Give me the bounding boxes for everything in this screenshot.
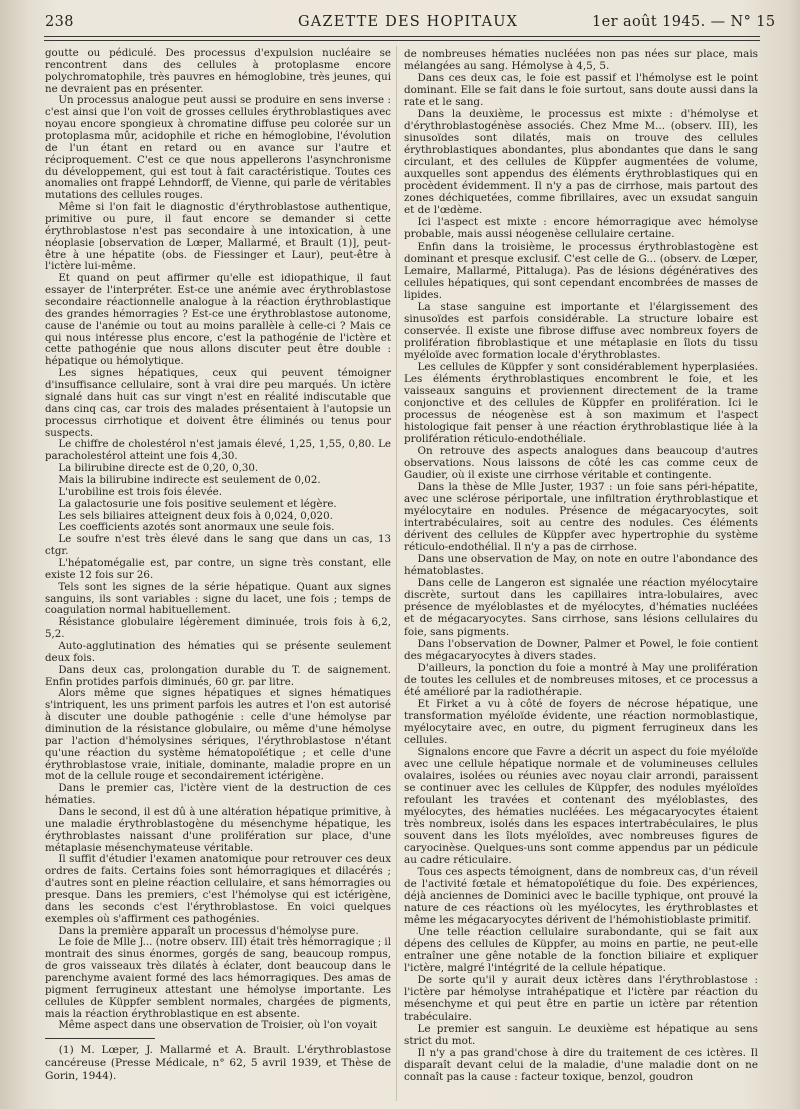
paragraph: Dans la première apparaît un processus d'hémolyse pure. bbox=[58, 924, 359, 937]
paragraph: Dans ces deux cas, le foie est passif et l'hémolyse est le point dominant. Elle se fait dans le foie surtout, sans doute aussi dans la rate et le sang. bbox=[404, 72, 758, 109]
footnote-rule bbox=[45, 1038, 155, 1039]
paragraph: D'ailleurs, la ponction du foie a montré à May une prolifération de toutes les cellules et de nombreuses mitoses, et ce processus a été amélioré par la radiothérapie. bbox=[404, 661, 758, 698]
paragraph: Même aspect dans une observation de Troisier, où l'on voyait bbox=[58, 1019, 378, 1032]
header-rule bbox=[44, 36, 760, 37]
paragraph: goutte ou pédiculé. Des processus d'expulsion nucléaire se rencontrent dans des cellules à protoplasme encore polychromatophile, très pauvres en hémoglobine, très jeunes, qui ne devraient pas en présenter. bbox=[45, 47, 391, 95]
paragraph: Enfin dans la troisième, le processus érythroblastogène est dominant et presque exclusif. C'est celle de G... (observ. de Lœper, Lemaire, Mallarmé, Pittaluga). Pas de lésions dégénératives des cellules hépatiques, qui sont cependant encombrées de masses de lipides. bbox=[404, 240, 758, 301]
paragraph: Tels sont les signes de la série hépatique. Quant aux signes sanguins, ils sont variables : signe du lacet, une fois ; temps de coagulation normal habituellement. bbox=[45, 580, 391, 617]
paragraph: Un processus analogue peut aussi se produire en sens inverse : c'est ainsi que l'on voit de grosses cellules érythroblastiques avec noyau encore spongieux à chromatine diffuse peu colorée sur un protoplasma mûr, acidophile et riche en hémoglobine, l'évolution de l'un étant en retard ou en avance sur l'autre et réciproquement. C'est ce que nous appellerons l'asynchronisme du développement, qui est tout à fait caractéristique. Toutes ces anomalies ont frappé Lehndorff, de Vienne, qui parle de véritables mutations des cellules rouges. bbox=[45, 94, 391, 202]
paragraph: Le soufre n'est très élevé dans le sang que dans un cas, 13 ctgr. bbox=[45, 533, 391, 558]
paragraph: Et Firket a vu à côté de foyers de nécrose hépatique, une transformation myéloïde évidente, une réaction normoblastique, myélocytaire avec, en outre, du pigment ferrugineux dans les cellules. bbox=[404, 697, 758, 746]
paragraph: Ici l'aspect est mixte : encore hémorragique avec hémolyse probable, mais aussi néogenèse cellulaire certaine. bbox=[404, 216, 758, 241]
paragraph: Il suffit d'étudier l'examen anatomique pour retrouver ces deux ordres de faits. Certains foies sont hémorragiques et dilacérés ; d'autres sont en pleine réaction cellulaire, et sans hémorragies ou presque. Dans les premiers, c'est l'hémolyse qui est ictérigène, dans les seconds c'est l'érythroblastose. En voici quelques exemples où s'affirment ces pathogénies. bbox=[45, 853, 391, 925]
column-divider bbox=[396, 46, 397, 1101]
paragraph: Il n'y a pas grand'chose à dire du traitement de ces ictères. Il disparaît devant celui de la maladie, d'une maladie dont on ne connaît pas la cause : facteur toxique, benzol, goudron bbox=[404, 1046, 758, 1083]
paragraph: La stase sanguine est importante et l'élargissement des sinusoïdes est parfois considérable. La structure lobaire est conservée. Il existe une fibrose diffuse avec nombreux foyers de prolifération fibroblastique et une métaplasie en îlots du tissu myéloïde avec formation locale d'érythroblastes. bbox=[404, 300, 758, 361]
paragraph: Les signes hépatiques, ceux qui peuvent témoigner d'insuffisance cellulaire, sont à vrai dire peu marqués. Un ictère signalé dans huit cas sur vingt n'est en réalité indiscutable que dans cinq cas, car trois des malades présentaient à l'autopsie un processus cirrhotique et doivent être éliminés ou tenus pour suspects. bbox=[45, 367, 391, 439]
paragraph: Les coefficients azotés sont anormaux une seule fois. bbox=[58, 521, 335, 534]
paragraph: Le premier est sanguin. Le deuxième est hépatique au sens strict du mot. bbox=[404, 1022, 758, 1047]
paragraph: La bilirubine directe est de 0,20, 0,30. bbox=[58, 462, 259, 475]
paragraph: Les cellules de Küppfer y sont considérablement hyperplasiées. Les éléments érythroblastiques encombrent le foie, et les vaisseaux sanguins et proviennent directement de la trame conjonctive et des cellules de Küppfer en prolifération. Ici le processus de néogenèse est à son maximum et l'aspect histologique fait penser à une réaction érythroblastique liée à la prolifération réticulo-endothéliale. bbox=[404, 360, 758, 445]
paragraph: De sorte qu'il y aurait deux ictères dans l'érythroblastose : l'ictère par hémolyse intrahépatique et l'ictère par réaction du mésenchyme et qui peut être en partie un ictère par rétention trabéculaire. bbox=[404, 974, 758, 1023]
paragraph: Alors même que signes hépatiques et signes hématiques s'intriquent, les uns priment parfois les autres et l'on est autorisé à discuter une double pathogénie : celle d'une hémolyse par diminution de la résistance globulaire, ou même d'une hémolyse par l'action d'hémolysines sériques, l'érythroblastose n'étant qu'une réaction du système hématopoïétique ; et celle d'une érythroblastose vraie, initiale, dominante, maladie propre en un mot de la cellule rouge et secondairement ictérigène. bbox=[45, 687, 391, 783]
paragraph: Dans une observation de May, on note en outre l'abondance des hématoblastes. bbox=[404, 553, 758, 578]
paragraph: On retrouve des aspects analogues dans beaucoup d'autres observations. Nous laissons de côté les cas comme ceux de Gaudier, où il existe une cirrhose véritable et contingente. bbox=[404, 445, 758, 482]
paragraph: Dans la thèse de Mlle Juster, 1937 : un foie sans péri-hépatite, avec une sclérose périportale, une infiltration érythroblastique et myélocytaire en nodules. Présence de mégacaryocytes, soit intertrabéculaires, soit au centre des nodules. Ces éléments dérivent des cellules de Küppfer avec hypertrophie du système réticulo-endothélial. Il n'y a pas de cirrhose. bbox=[404, 481, 758, 554]
paragraph: Le chiffre de cholestérol n'est jamais élevé, 1,25, 1,55, 0,80. Le paracholestérol atteint une fois 4,30. bbox=[45, 438, 391, 463]
paragraph: L'urobiline est trois fois élevée. bbox=[58, 485, 222, 498]
paragraph: La galactosurie une fois positive seulement et légère. bbox=[58, 497, 337, 510]
paragraph: de nombreuses hématies nucléées non pas nées sur place, mais mélangées au sang. Hémolyse à 4,5, 5. bbox=[404, 48, 758, 73]
paragraph: Auto-agglutination des hématies qui se présente seulement deux fois. bbox=[45, 639, 391, 664]
left-column bbox=[45, 48, 391, 1082]
paragraph: Dans la deuxième, le processus est mixte : d'hémolyse et d'érythroblastogénèse associés. Chez Mme M... (observ. III), les sinusoïdes sont dilatés, mais on trouve des cellules érythroblastiques abondantes, plus abondantes que dans le sang circulant, et des cellules de Küppfer augmentées de volume, auxquelles sont appendus des éléments érythroblastiques qui en procèdent évidemment. Il n'y a pas de cirrhose, mais partout des zones déchiquetées, comme fibrillaires, avec un exsudat sanguin et de l'œdème. bbox=[404, 108, 758, 217]
paragraph: Les sels biliaires atteignent deux fois à 0,024, 0,020. bbox=[58, 509, 333, 522]
right-column bbox=[404, 48, 758, 1083]
paragraph: Dans le premier cas, l'ictère vient de la destruction de ces hématies. bbox=[45, 782, 391, 807]
paragraph: Même si l'on fait le diagnostic d'érythroblastose authentique, primitive ou pure, il faut encore se demander si cette érythroblastose n'est pas secondaire à une intoxication, à une néoplasie [observation de Lœper, Mallarmé, et Brault (1)], peut-être à une hépatite (obs. de Fiessinger et Laur), peut-être à l'ictère lui-même. bbox=[45, 201, 391, 273]
paragraph: Tous ces aspects témoignent, dans de nombreux cas, d'un réveil de l'activité fœtale et hématopoïétique du foie. Des expériences, déjà anciennes de Dominici avec le bacille typhique, ont prouvé la nature de ces réactions où les myélocytes, les érythroblastes et même les mégacaryocytes dérivent de l'hémohistioblaste primitif. bbox=[404, 866, 758, 927]
paragraph: Dans l'observation de Downer, Palmer et Powel, le foie contient des mégacaryocytes à divers stades. bbox=[404, 637, 758, 662]
paragraph: Mais la bilirubine indirecte est seulement de 0,02. bbox=[58, 473, 321, 486]
paragraph: Une telle réaction cellulaire surabondante, qui se fait aux dépens des cellules de Küppfer, au moins en partie, ne peut-elle entraîner une gêne notable de la fonction biliaire et expliquer l'ictère, malgré l'intégrité de la cellule hépatique. bbox=[404, 926, 758, 975]
paragraph: Signalons encore que Favre a décrit un aspect du foie myéloïde avec une cellule hépatique normale et de volumineuses cellules ovalaires, isolées ou réunies avec noyau clair arrondi, paraissent se continuer avec les cellules de Küppfer, des nodules myéloïdes refoulant les travées et contenant des myéloblastes, des myélocytes, des hématies nucléées. Les mégacaryocytes étaient très nombreux, isolés dans les espaces intertrabéculaires, le plus souvent dans les îlots myéloïdes, avec nombreuses figures de caryocinèse. Quelques-uns sont comme appendus par un pédicule au cadre réticulaire. bbox=[404, 745, 758, 867]
paragraph: Dans deux cas, prolongation durable du T. de saignement. Enfin protides parfois diminués, 60 gr. par litre. bbox=[45, 663, 391, 688]
paragraph: Résistance globulaire légèrement diminuée, trois fois à 6,2, 5,2. bbox=[45, 616, 391, 641]
paragraph: Le foie de Mlle J... (notre observ. III) était très hémorragique ; il montrait des sinus énormes, gorgés de sang, beaucoup rompus, de gros vaisseaux très dilatés à éclater, dont beaucoup dans le parenchyme avaient formé des lacs hémorragiques. Des amas de pigment ferrugineux attestant une hémolyse importante. Les cellules de Küppfer semblent normales, chargées de pigments, mais la réaction érythroblastique en est absente. bbox=[45, 936, 391, 1020]
journal-title: GAZETTE DES HOPITAUX bbox=[298, 14, 519, 30]
paragraph: Dans celle de Langeron est signalée une réaction myélocytaire discrète, surtout dans les capillaires intra-lobulaires, avec présence de myéloblastes et de myélocytes, d'hématies nucléées et de mégacaryocytes. Sans cirrhose, sans lésions cellulaires du foie, sans pigments. bbox=[404, 577, 758, 638]
paragraph: Dans le second, il est dû à une altération hépatique primitive, à une maladie érythroblastogène du mésenchyme hépatique, les érythroblastes naissant d'une prolifération sur place, d'une métaplasie mésenchymateuse véritable. bbox=[45, 806, 391, 854]
paragraph: L'hépatomégalie est, par contre, un signe très constant, elle existe 12 fois sur 26. bbox=[45, 556, 391, 581]
page-number: 238 bbox=[45, 14, 74, 30]
footnote: (1) M. Lœper, J. Mallarmé et A. Brault. L'érythroblastose cancéreuse (Presse Médicale, n° 62, 5 avril 1939, et Thèse de Gorin, 1944). bbox=[45, 1044, 391, 1082]
header-rule-double bbox=[44, 40, 760, 41]
paragraph: Et quand on peut affirmer qu'elle est idiopathique, il faut essayer de l'interpréter. Est-ce une anémie avec érythroblastose secondaire réactionnelle analogue à la réaction érythroblastique des grandes hémorragies ? Est-ce une érythroblastose autonome, cause de l'anémie ou tout au moins parallèle à celle-ci ? Mais ce qui nous intéresse plus encore, c'est la pathogénie de l'ictère et cette pathogénie que nous allons discuter peut être double : hépatique ou hémolytique. bbox=[45, 272, 391, 368]
issue-date: 1er août 1945. — N° 15 bbox=[592, 14, 776, 30]
page-header bbox=[0, 8, 800, 36]
